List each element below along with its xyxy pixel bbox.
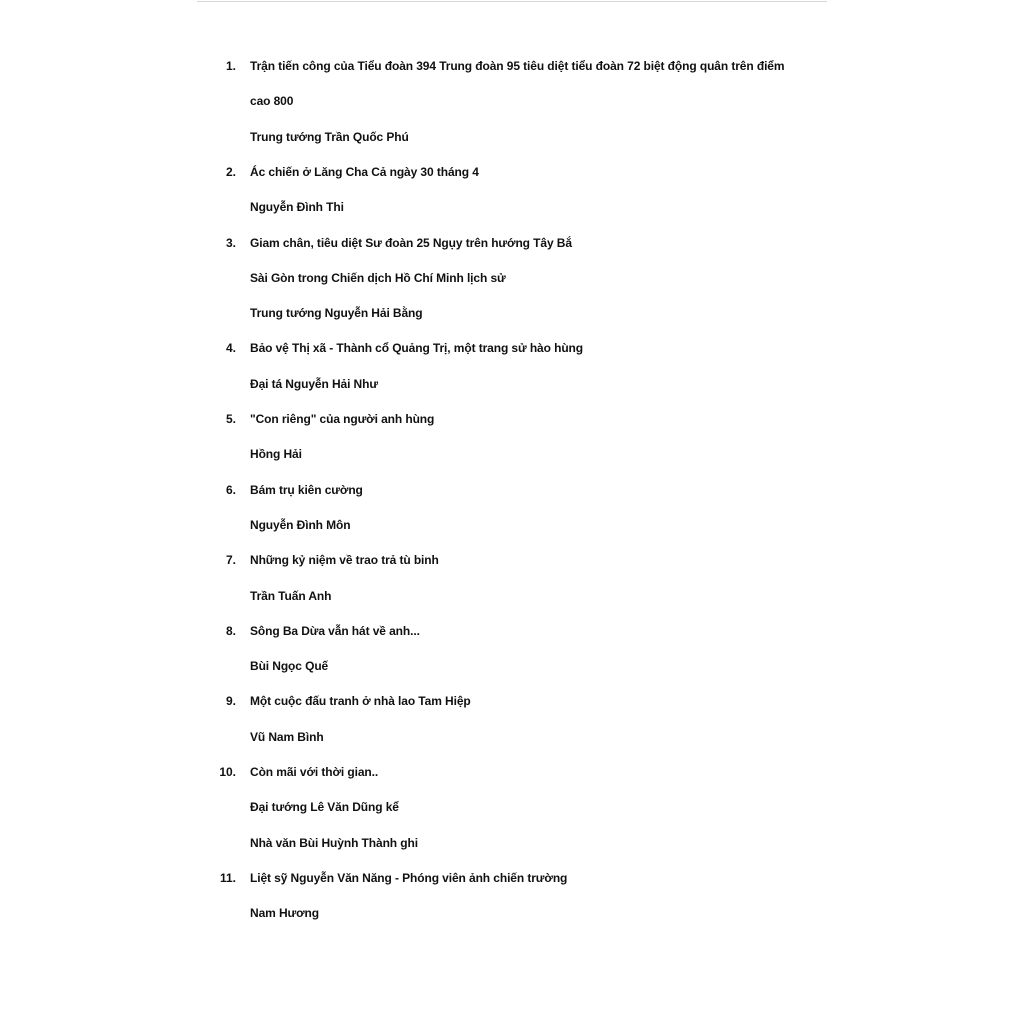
toc-entry-line: Nguyễn Đình Thi: [250, 200, 344, 215]
toc-entry-number: 5.: [225, 412, 236, 426]
toc-entry-line: Trung tướng Nguyễn Hải Bằng: [250, 306, 423, 321]
toc-entry-title: Một cuộc đấu tranh ở nhà lao Tam Hiệp: [250, 694, 471, 709]
toc-entry-number: 3.: [225, 235, 236, 250]
toc-entry-number: 4.: [225, 341, 236, 356]
toc-entry-title: Những kỷ niệm về trao trả tù binh: [250, 553, 439, 568]
toc-entry-line: Sài Gòn trong Chiến dịch Hồ Chí Minh lịch sử: [250, 270, 506, 285]
toc-entry-title: Bám trụ kiên cường: [250, 482, 363, 497]
toc-entry-title: Giam chân, tiêu diệt Sư đoàn 25 Ngụy trên hướng Tây Bắ: [250, 235, 572, 250]
toc-entry-line: Đại tướng Lê Văn Dũng kể: [250, 800, 399, 815]
toc-entry-line: Bùi Ngọc Quế: [250, 659, 329, 674]
toc-entry-line: Trung tướng Trần Quốc Phú: [250, 129, 409, 144]
toc-entry-title: "Con riêng" của người anh hùng: [250, 412, 435, 426]
toc-entry-line: Vũ Nam Bình: [250, 729, 324, 744]
toc-entry-line: cao 800: [250, 94, 294, 109]
toc-entry-line: Nhà văn Bùi Huỳnh Thành ghi: [250, 835, 418, 850]
toc-entry-line: Nam Hương: [250, 906, 319, 921]
toc-entry-number: 11.: [219, 870, 236, 885]
toc-entry-number: 10.: [219, 765, 236, 779]
toc-entry-line: Hồng Hải: [250, 447, 302, 462]
toc-entry-line: Nguyễn Đình Môn: [250, 517, 351, 532]
toc-entry-number: 2.: [225, 164, 236, 179]
toc-entry-title: Trận tiến công của Tiểu đoàn 394 Trung đoàn 95 tiêu diệt tiểu đoàn 72 biệt động quân trên điểm: [250, 59, 785, 73]
toc-entry-number: 8.: [225, 623, 236, 638]
toc-entry-number: 7.: [225, 553, 236, 568]
toc-entry-title: Sông Ba Dừa vẫn hát về anh...: [250, 623, 420, 638]
toc-entry-number: 9.: [225, 694, 236, 709]
toc-entry-line: Đại tá Nguyễn Hải Như: [250, 376, 378, 391]
toc-entry-title: Liệt sỹ Nguyễn Văn Năng - Phóng viên ảnh chiến trường: [250, 870, 568, 885]
toc-entry-title: Ác chiến ở Lăng Cha Cả ngày 30 tháng 4: [250, 164, 479, 179]
toc-entry-title: Còn mãi với thời gian..: [250, 765, 379, 779]
toc-entry-number: 1.: [225, 59, 236, 73]
toc-entry-title: Bảo vệ Thị xã - Thành cổ Quảng Trị, một trang sử hào hùng: [250, 341, 584, 356]
toc-entry-number: 6.: [225, 482, 236, 497]
toc-entry-line: Trần Tuấn Anh: [250, 588, 332, 603]
